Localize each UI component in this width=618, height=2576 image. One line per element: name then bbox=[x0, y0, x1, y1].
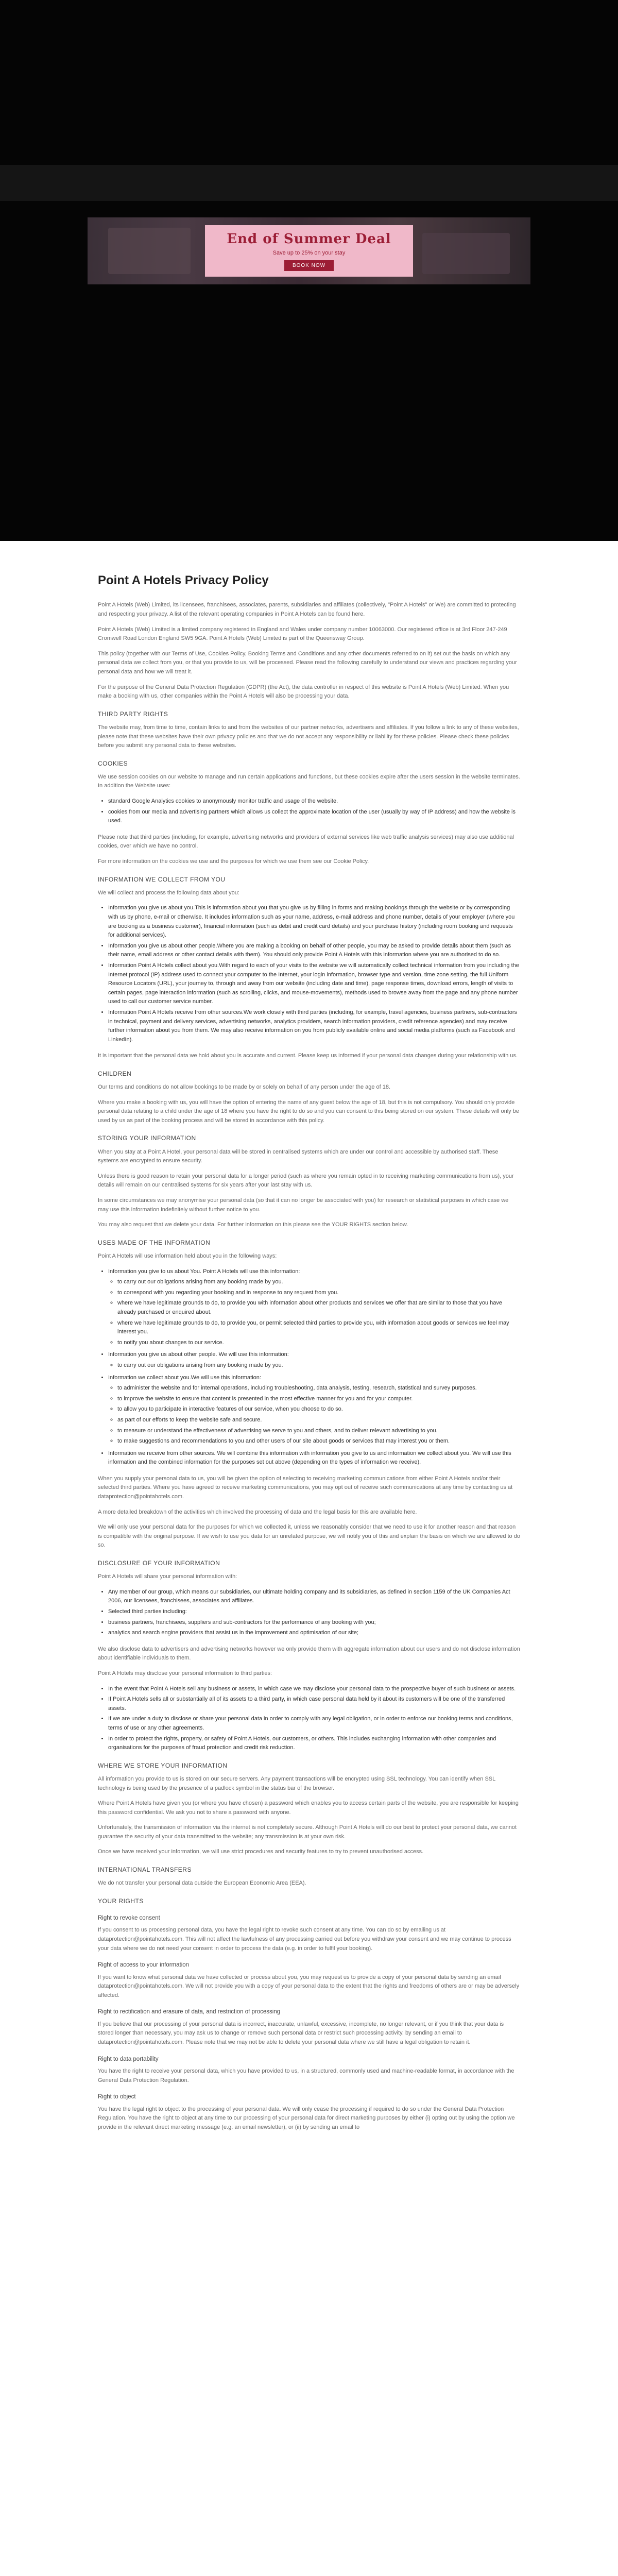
section-text: Please note that third parties (including, for example, advertising networks and providers of external services like web traffic analysis services) may also use additional cookies, over which we have no control. bbox=[98, 834, 514, 850]
intro-paragraph: Point A Hotels (Web) Limited is a limited company registered in England and Wales under company number 10063000. Our registered office is at 3rd Floor 247-249 Cromwell Road London England SW5 9GA. Point A Hotels (Web) Limited is part of the Queensway Group. bbox=[98, 626, 507, 642]
list-item: • analytics and search engine providers that assist us in the improvement and optimisation of our site; bbox=[108, 1629, 520, 1638]
privacy-policy-content bbox=[98, 541, 520, 2138]
list-item-lead: Information you give us about other people. We will use this information: bbox=[108, 1351, 289, 1358]
section-text: All information you provide to us is stored on our secure servers. Any payment transactions will be encrypted using SSL technology. You can identify when SSL technology is being used by the presence of a padlock symbol in the status bar of the browser. bbox=[98, 1775, 495, 1791]
section-text: Point A Hotels will use information held about you in the following ways: bbox=[98, 1253, 277, 1260]
list-item-lead: Information we receive from other sources. We will combine this information with information you give to us and information we collect about you. We will use this information and the combined information for the purposes set out above (depending on the types of information we receive). bbox=[108, 1450, 511, 1466]
section-text: In some circumstances we may anonymise your personal data (so that it can no longer be associated with you) for research or statistical purposes in which case we may use this information indefinitely without further notice to you. bbox=[98, 1197, 509, 1213]
list-item bbox=[108, 1350, 520, 1370]
section-heading: INTERNATIONAL TRANSFERS bbox=[98, 1866, 192, 1874]
section-text: We will only use your personal data for the purposes for which we collected it, unless we reasonably consider that we need to use it for another reason and that reason is compatible with the original purpose. If we wish to use you data for an unrelated purpose, we will notify you of this and explain the basis on which we are allowed to do so. bbox=[98, 1524, 520, 1549]
sub-list bbox=[117, 1384, 520, 1446]
section-text: When you supply your personal data to us, you will be given the option of selecting to receiving marketing communications from either Point A Hotels and/or their selected third parties. Where you have agreed to receive marketing communications, you may opt out of receive such communications at any time by contacting us at dataprotection@pointahotels.com. bbox=[98, 1475, 513, 1500]
list-item: • In order to protect the rights, property, or safety of Point A Hotels, our customers, or others. This includes exchanging information with other companies and organisations for the purposes of fraud protection and credit risk reduction. bbox=[108, 1735, 520, 1753]
sub-list-item: ◦ as part of our efforts to keep the website safe and secure. bbox=[117, 1416, 520, 1425]
intro-paragraph: This policy (together with our Terms of Use, Cookies Policy, Booking Terms and Conditions and any other documents referred to on it) set out the basis on which any personal data we collect from you, or that you provide to us, will be processed. Please read the following carefully to understand our views and practices regarding your personal data and how we will treat it. bbox=[98, 650, 517, 675]
section-text: We use session cookies on our website to manage and run certain applications and functions, but these cookies expire after the users session in the website terminates. In addition the Website uses: bbox=[98, 773, 520, 789]
section-text: A more detailed breakdown of the activities which involved the processing of data and the legal basis for this are available here. bbox=[98, 1509, 417, 1515]
section-text: Where you make a booking with us, you will have the option of entering the name of any guest below the age of 18, but this is not compulsory. You should only provide personal data relating to a child under the age of 18 where you have the right to do so and you can consent to this being stored on our system. These details will only be used by us as part of the booking process and will be stored in accordance with this policy. bbox=[98, 1099, 519, 1124]
sub-list-item: ◦ to administer the website and for internal operations, including troubleshooting, data analysis, testing, research, statistical and survey purposes. bbox=[117, 1384, 520, 1393]
subsection-heading: Right of access to your information bbox=[98, 1962, 190, 1969]
disclosure-third-party-list bbox=[108, 1685, 520, 1753]
promo-subtitle: Save up to 25% on your stay bbox=[272, 250, 346, 256]
list-item-lead: Information you give to us about You. Point A Hotels will use this information: bbox=[108, 1268, 300, 1275]
disclosure-list bbox=[108, 1588, 520, 1638]
intro-paragraph: Point A Hotels (Web) Limited, its licensees, franchisees, associates, parents, subsidiaries and affiliates (collectively, "Point A Hotels" or We) are committed to protecting and respecting your privacy. A list of the relevant operating companies in Point A Hotels can be found here. bbox=[98, 602, 516, 617]
section-heading: YOUR RIGHTS bbox=[98, 1897, 144, 1905]
section-text: Point A Hotels will share your personal information with: bbox=[98, 1573, 237, 1580]
sub-list-item: ◦ to carry out our obligations arising from any booking made by you. bbox=[117, 1361, 520, 1370]
hero-strip bbox=[0, 165, 618, 201]
subsection-heading: Right to rectification and erasure of data, and restriction of processing bbox=[98, 2009, 281, 2015]
uses-list bbox=[108, 1267, 520, 1467]
section-heading: DISCLOSURE OF YOUR INFORMATION bbox=[98, 1560, 220, 1567]
cookie-policy-link[interactable]: For more information on the cookies we use and the purposes for which we use them see our Cookie Policy. bbox=[98, 858, 369, 865]
cookie-list bbox=[108, 797, 520, 826]
sub-list-item: ◦ where we have legitimate grounds to do, to provide you with information about other products and services we offer that are similar to those that you have already purchased or enquired about. bbox=[117, 1299, 520, 1317]
subsection-heading: Right to object bbox=[98, 2094, 136, 2100]
section-text: It is important that the personal data we hold about you is accurate and current. Please keep us informed if your personal data changes during your relationship with us. bbox=[98, 1053, 518, 1059]
list-item: • If we are under a duty to disclose or share your personal data in order to comply with any legal obligation, or in order to enforce our booking terms and conditions, terms of use or any other agreements. bbox=[108, 1715, 520, 1733]
list-item: • business partners, franchisees, suppliers and sub-contractors for the performance of any booking with you; bbox=[108, 1618, 520, 1628]
list-item: • Information you give us about you.This is information about you that you give us by filling in forms and making bookings through the website or by corresponding with us by phone, e-mail or otherwise. It includes information such as your name, address, e-mail address and phone number, details of your employer (where you are booking as a business customer), financial information (such as debit and credit card details) and your purchase history (including room booking and requests for additional services). bbox=[108, 904, 520, 940]
section-text: If you want to know what personal data we have collected or process about you, you may request us to provide a copy of your personal data by sending an email dataprotection@pointahotels.com. We will not provide you with a copy of your personal data to the extent that the rights and freedoms of others are or may be adversely affected. bbox=[98, 1974, 520, 1998]
section-heading: CHILDREN bbox=[98, 1070, 132, 1077]
section-heading: INFORMATION WE COLLECT FROM YOU bbox=[98, 875, 226, 883]
section-text: We will collect and process the following data about you: bbox=[98, 889, 239, 896]
subsection-heading: Right to data portability bbox=[98, 2056, 159, 2062]
list-item: • Information Point A Hotels collect about you.With regard to each of your visits to the website we will automatically collect technical information from you including the Internet protocol (IP) address used to connect your computer to the Internet, your login information, browser type and version, time zone setting, the full Uniform Resource Locators (URL), your journey to, through and away from our website (including date and time), page response times, download errors, length of visits to certain pages, page interaction information (such as scrolling, clicks, and mouse-movements), methods used to browse away from the page and any phone number used to call our customer service number. bbox=[108, 961, 520, 1007]
list-item-lead: Information we collect about you.We will use this information: bbox=[108, 1374, 261, 1381]
section-text: Unfortunately, the transmission of information via the internet is not completely secure. Although Point A Hotels will do our best to protect your personal data, we cannot guarantee the security of your data transmitted to the website; any transmission is at your own risk. bbox=[98, 1824, 517, 1840]
section-text: Unless there is good reason to retain your personal data for a longer period (such as where you remain opted in to receiving marketing communications from us), your details will remain on our centralised systems for six years after your last stay with us. bbox=[98, 1173, 514, 1189]
list-item: • Selected third parties including: bbox=[108, 1607, 520, 1617]
section-text: If you believe that our processing of your personal data is incorrect, inaccurate, unlawful, excessive, incomplete, no longer relevant, or if you think that your data is stored longer than necessary, you may ask us to change or remove such personal data or restrict such processing activity, by sending an email to dataprotection@pointahotels.com. Please note that we may not be able to delete your personal data where we still have a legal obligation to retain it. bbox=[98, 2021, 504, 2045]
section-text: When you stay at a Point A Hotel, your personal data will be stored in centralised systems which are under our control and accessible by authorised staff. These systems are encrypted to ensure security. bbox=[98, 1148, 499, 1164]
sub-list-item: ◦ to notify you about changes to our service. bbox=[117, 1338, 520, 1348]
section-text: Point A Hotels may disclose your personal information to third parties: bbox=[98, 1670, 272, 1676]
section-text: You may also request that we delete your data. For further information on this please see the YOUR RIGHTS section below. bbox=[98, 1222, 408, 1228]
sub-list-item: ◦ to make suggestions and recommendations to you and other users of our site about goods or services that may interest you or them. bbox=[117, 1437, 520, 1446]
list-item bbox=[108, 1267, 520, 1348]
page-title: Point A Hotels Privacy Policy bbox=[98, 573, 269, 587]
book-now-button[interactable]: BOOK NOW bbox=[284, 260, 334, 271]
section-text: Where Point A Hotels have given you (or where you have chosen) a password which enables you to access certain parts of the website, you are responsible for keeping this password confidential. We ask you not to share a password with anyone. bbox=[98, 1800, 519, 1816]
section-text: We also disclose data to advertisers and advertising networks however we only provide them with aggregate information about our users and do not disclose information about identifiable individuals to them. bbox=[98, 1646, 520, 1662]
sub-list-item: ◦ to improve the website to ensure that content is presented in the most effective manner for you and for your computer. bbox=[117, 1395, 520, 1404]
section-text: If you consent to us processing personal data, you have the legal right to revoke such consent at any time. You can do so by emailing us at dataprotection@pointahotels.com. This will not affect the lawfulness of any processing carried out before you withdraw your consent and we may continue to process your data where we do not need your consent in order to process the data (e.g. in order to fulfil your booking). bbox=[98, 1927, 511, 1952]
list-item: • If Point A Hotels sells all or substantially all of its assets to a third party, in which case personal data held by it about its customers will be one of the transferred assets. bbox=[108, 1695, 520, 1713]
section-text: Once we have received your information, we will use strict procedures and security features to try to prevent unauthorised access. bbox=[98, 1849, 424, 1855]
list-item: • Any member of our group, which means our subsidiaries, our ultimate holding company and its subsidiaries, as defined in section 1159 of the UK Companies Act 2006, our licensees, franchisees, associates and affiliates. bbox=[108, 1588, 520, 1606]
list-item: • In the event that Point A Hotels sell any business or assets, in which case we may disclose your personal data to the prospective buyer of such business or assets. bbox=[108, 1685, 520, 1694]
section-heading: WHERE WE STORE YOUR INFORMATION bbox=[98, 1761, 228, 1769]
sub-list-item: ◦ to carry out our obligations arising from any booking made by you. bbox=[117, 1278, 520, 1287]
hero-banner bbox=[0, 0, 618, 541]
list-item: • standard Google Analytics cookies to anonymously monitor traffic and usage of the website. bbox=[108, 797, 520, 806]
sub-list-item: ◦ where we have legitimate grounds to do, to provide you, or permit selected third parties to provide you, with information about goods or services we feel may interest you. bbox=[117, 1319, 520, 1337]
section-text: You have the legal right to object to the processing of your personal data. We will only cease the processing if required to do so under the General Data Protection Regulation. You have the right to object at any time to our processing of your personal data for direct marketing purposes by either (i) opting out by using the option we provide in the relevant direct marketing message (e.g. an email newsletter), or (ii) by sending an email to bbox=[98, 2106, 515, 2130]
list-item bbox=[108, 1374, 520, 1446]
intro-paragraph: For the purpose of the General Data Protection Regulation (GDPR) (the Act), the data controller in respect of this website is Point A Hotels (Web) Limited. When you make a booking with us, other companies within the Point A Hotels will also be processing your data. bbox=[98, 684, 509, 700]
section-heading: USES MADE OF THE INFORMATION bbox=[98, 1239, 211, 1246]
section-text: The website may, from time to time, contain links to and from the websites of our partner networks, advertisers and affiliates. If you follow a link to any of these websites, please note that these websites have their own privacy policies and that we do not accept any responsibility or liability for these policies. Please check these policies before you submit any personal data to these websites. bbox=[98, 724, 519, 749]
subsection-heading: Right to revoke consent bbox=[98, 1915, 160, 1922]
sub-list-item: ◦ to correspond with you regarding your booking and in response to any request from you. bbox=[117, 1289, 520, 1298]
sub-list bbox=[117, 1278, 520, 1347]
sub-list-item: ◦ to measure or understand the effectiveness of advertising we serve to you and others, and to deliver relevant advertising to you. bbox=[117, 1427, 520, 1436]
list-item: • Information you give us about other people.Where you are making a booking on behalf of other people, you may be asked to provide details about them (such as their name, email address or other contact details with them). You should only provide Point A Hotels with this information where you are authorised to do so. bbox=[108, 942, 520, 960]
section-text: We do not transfer your personal data outside the European Economic Area (EEA). bbox=[98, 1880, 306, 1887]
list-item bbox=[108, 1449, 520, 1467]
section-heading: THIRD PARTY RIGHTS bbox=[98, 710, 168, 718]
section-text: Our terms and conditions do not allow bookings to be made by or solely on behalf of any person under the age of 18. bbox=[98, 1084, 391, 1091]
section-heading: COOKIES bbox=[98, 759, 128, 767]
collect-list bbox=[108, 904, 520, 1044]
promo-banner[interactable] bbox=[205, 225, 413, 277]
section-text: You have the right to receive your personal data, which you have provided to us, in a structured, commonly used and machine-readable format, in accordance with the General Data Protection Regulation. bbox=[98, 2067, 514, 2083]
sub-list bbox=[117, 1361, 520, 1370]
sub-list-item: ◦ to allow you to participate in interactive features of our service, when you choose to do so. bbox=[117, 1405, 520, 1414]
promo-title: End of Summer Deal bbox=[227, 231, 391, 247]
list-item: • cookies from our media and advertising partners which allows us collect the approximate location of the user (usually by way of IP address) and how the website is used. bbox=[108, 808, 520, 826]
list-item: • Information Point A Hotels receive from other sources.We work closely with third parties (including, for example, travel agencies, business partners, sub-contractors in technical, payment and delivery services, advertising networks, analytics providers, search information providers, credit reference agencies) and may receive further information about you from them. We may also receive information on you from publicly available online and social media platforms (such as Facebook and LinkedIn). bbox=[108, 1008, 520, 1044]
section-heading: STORING YOUR INFORMATION bbox=[98, 1134, 196, 1142]
